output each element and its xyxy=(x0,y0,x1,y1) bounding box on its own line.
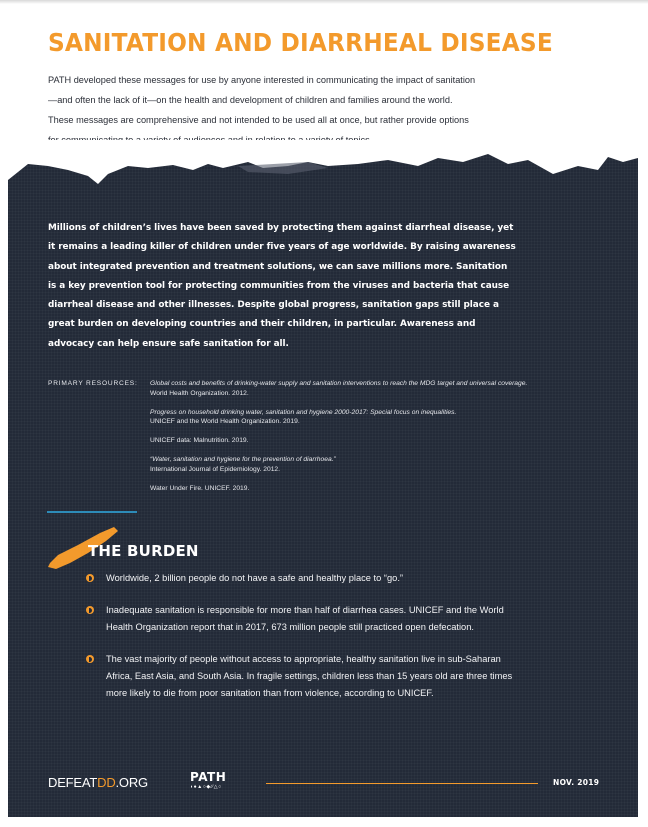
resource-title: “Water, sanitation and hygiene for the prevention of diarrhoea.” xyxy=(150,455,336,463)
burden-item xyxy=(86,602,526,636)
burden-text: Worldwide, 2 billion people do not have a safe and healthy place to “go.” xyxy=(106,573,404,583)
ragged-brush-edge xyxy=(8,140,638,200)
footer-date: NOV. 2019 xyxy=(553,778,600,787)
path-logo-word: PATH xyxy=(190,770,227,784)
half-circle-bullet-icon xyxy=(86,655,94,663)
burden-text: Inadequate sanitation is responsible for more than half of diarrhea cases. UNICEF and the World Health Organization report that in 2017, 673 million people still practiced open defecation. xyxy=(106,605,504,632)
resource-source: Water Under Fire. UNICEF. 2019. xyxy=(150,484,250,492)
lead-paragraph: Millions of children’s lives have been saved by protecting them against diarrheal disease, yet it remains a leading killer of children under five years of age worldwide. By raising awareness about integrated prevention and treatment solutions, we can save millions more. Sanitation is a key prevention tool for protecting communities from the viruses and bacteria that cause diarrheal disease and other illnesses. Despite global progress, sanitation gaps still place a great burden on developing countries and their children, in particular. Awareness and advocacy can help ensure safe sanitation for all. xyxy=(48,223,516,349)
burden-heading: THE BURDEN xyxy=(88,542,199,560)
resource-source: UNICEF and the World Health Organization. 2019. xyxy=(150,418,300,426)
burden-item xyxy=(86,570,526,587)
resource-item xyxy=(150,408,530,428)
path-logo xyxy=(190,771,226,791)
site-suffix: .ORG xyxy=(115,775,148,790)
site-highlight: DD xyxy=(97,775,116,790)
page-top-edge xyxy=(0,0,648,4)
burden-text: The vast majority of people without access to appropriate, healthy sanitation live in sub-Saharan Africa, East Asia, and South Asia. In fragile settings, children less than 15 years old are three times more likely to die from poor sanitation than from violence, according to UNICEF. xyxy=(106,654,513,698)
resource-source: UNICEF data: Malnutrition. 2019. xyxy=(150,437,249,445)
resource-source: International Journal of Epidemiology. 2012. xyxy=(150,465,280,473)
half-circle-bullet-icon xyxy=(86,574,94,582)
section-divider xyxy=(47,511,137,513)
resource-source: World Health Organization. 2012. xyxy=(150,389,249,397)
resource-title: Progress on household drinking water, sanitation and hygiene 2000-2017: Special focus on inequalities. xyxy=(150,408,457,416)
resource-item xyxy=(150,484,530,494)
intro-paragraph: PATH developed these messages for use by anyone interested in communicating the impact of sanitation—and often the lack of it—on the health and development of children and families around the world. These messages are comprehensive and not intended to be used all at once, but rather provide options xyxy=(48,75,476,125)
burden-item xyxy=(86,651,526,702)
burden-list xyxy=(86,570,526,717)
resource-item xyxy=(150,455,530,475)
page-title: SANITATION AND DIARRHEAL DISEASE xyxy=(48,28,553,57)
resources-list xyxy=(150,379,530,502)
resource-title: Global costs and benefits of drinking-water supply and sanitation interventions to reach the MDG target and universal coverage. xyxy=(150,380,528,387)
path-logo-glyphs-icon: ◗●▲○◆∕∕△○ xyxy=(190,784,222,790)
site-prefix: DEFEAT xyxy=(48,775,98,790)
footer-website[interactable] xyxy=(48,775,148,790)
resource-item xyxy=(150,379,530,399)
footer-divider xyxy=(266,783,538,784)
resources-label: PRIMARY RESOURCES: xyxy=(48,380,138,387)
resource-item xyxy=(150,436,530,446)
half-circle-bullet-icon xyxy=(86,606,94,614)
